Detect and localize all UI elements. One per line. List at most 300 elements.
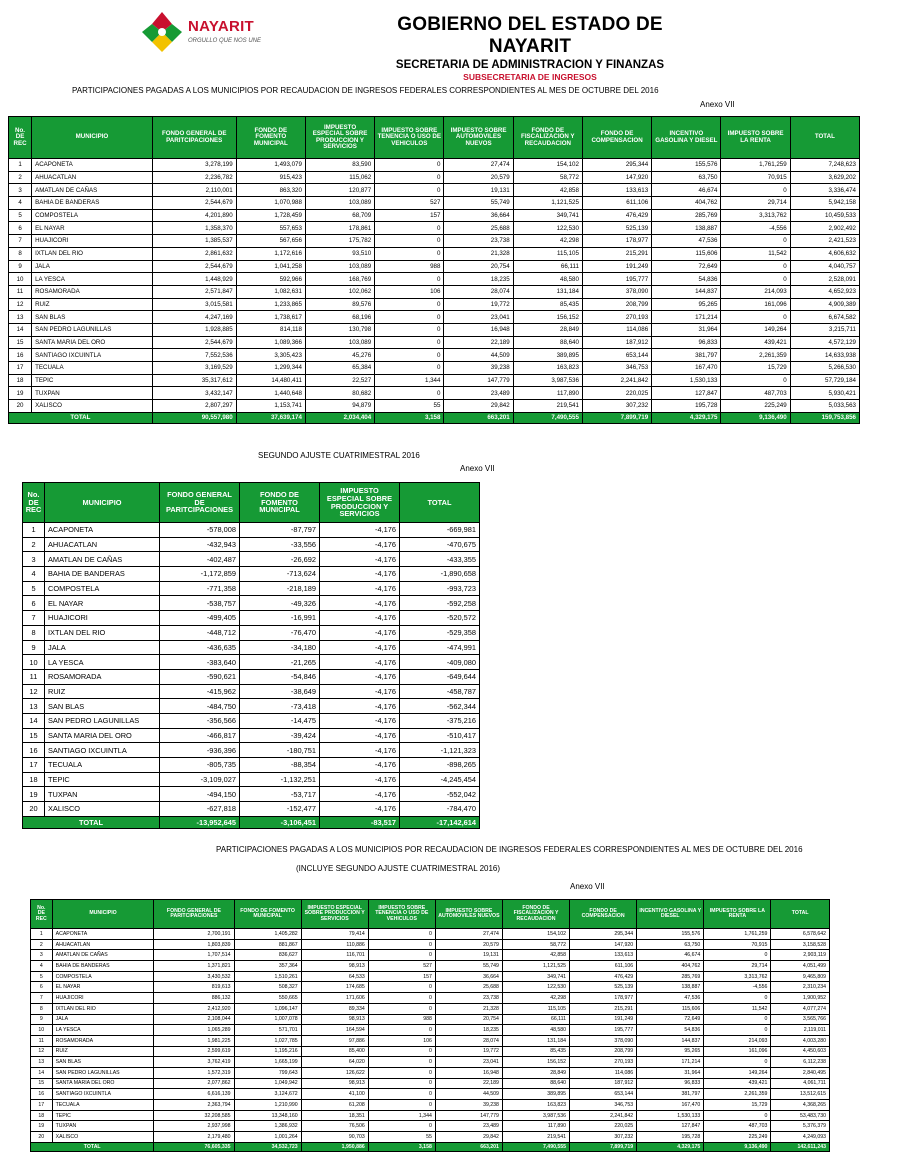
table-row: [9, 260, 860, 273]
value-cell: 6,578,642: [771, 929, 830, 940]
value-cell: 126,622: [301, 1067, 368, 1078]
value-cell: 117,890: [502, 1121, 569, 1132]
value-cell: 106: [375, 285, 444, 298]
municipio-cell: LA YESCA: [32, 273, 153, 286]
value-cell: 487,703: [721, 387, 790, 400]
value-cell: -26,692: [240, 552, 320, 567]
value-cell: -713,624: [240, 567, 320, 582]
value-cell: 270,193: [570, 1057, 637, 1068]
value-cell: 54,836: [637, 1025, 704, 1036]
row-number: 1: [9, 159, 32, 172]
column-header: FONDO DE FISCALIZACION Y RECAUDACION: [502, 900, 569, 929]
value-cell: -510,417: [400, 728, 480, 743]
value-cell: 4,368,265: [771, 1100, 830, 1111]
total-cell: 7,490,555: [502, 1142, 569, 1151]
value-cell: 98,913: [301, 961, 368, 972]
column-header: IMPUESTO SOBRE TENENCIA O USO DE VEHICULOS: [368, 900, 435, 929]
row-number: 4: [23, 567, 45, 582]
column-header: IMPUESTO SOBRE LA RENTA: [704, 900, 771, 929]
value-cell: 20,754: [435, 1014, 502, 1025]
municipio-cell: AHUACATLAN: [52, 939, 154, 950]
value-cell: 25,688: [444, 222, 513, 235]
value-cell: 2,363,794: [154, 1100, 234, 1111]
total-cell: -17,142,614: [400, 816, 480, 828]
municipio-cell: XALISCO: [45, 802, 160, 817]
value-cell: 3,278,199: [152, 159, 236, 172]
total-cell: 4,329,175: [637, 1142, 704, 1151]
value-cell: 0: [375, 336, 444, 349]
value-cell: 567,656: [236, 235, 305, 248]
municipio-cell: SANTIAGO IXCUINTLA: [52, 1089, 154, 1100]
total-cell: 37,639,174: [236, 412, 305, 423]
value-cell: 4,909,389: [790, 298, 859, 311]
value-cell: 195,777: [582, 273, 651, 286]
value-cell: 215,291: [582, 247, 651, 260]
table-row: [9, 159, 860, 172]
row-number: 9: [9, 260, 32, 273]
value-cell: 836,627: [234, 950, 301, 961]
value-cell: 42,298: [513, 235, 582, 248]
column-header: FONDO DE FOMENTO MUNICIPAL: [236, 117, 305, 159]
municipio-cell: JALA: [52, 1014, 154, 1025]
row-number: 11: [9, 285, 32, 298]
table-row: [23, 625, 480, 640]
value-cell: 4,003,280: [771, 1035, 830, 1046]
value-cell: 3,313,762: [721, 209, 790, 222]
column-header: MUNICIPIO: [45, 483, 160, 523]
value-cell: 32,208,585: [154, 1110, 234, 1121]
value-cell: 29,714: [721, 197, 790, 210]
table-header-row: [9, 117, 860, 159]
section2-anexo: Anexo VII: [460, 464, 495, 473]
table-row: [9, 247, 860, 260]
value-cell: 110,886: [301, 939, 368, 950]
value-cell: 2,077,862: [154, 1078, 234, 1089]
value-cell: 66,111: [502, 1014, 569, 1025]
value-cell: 155,576: [637, 929, 704, 940]
value-cell: 4,040,757: [790, 260, 859, 273]
value-cell: 22,189: [435, 1078, 502, 1089]
row-number: 18: [31, 1110, 53, 1121]
value-cell: 3,987,536: [502, 1110, 569, 1121]
logo-slogan: ORGULLO QUE NOS UNE: [188, 38, 262, 44]
table-row: [31, 1025, 830, 1036]
value-cell: 0: [368, 1121, 435, 1132]
row-number: 11: [23, 669, 45, 684]
value-cell: 5,930,421: [790, 387, 859, 400]
value-cell: 381,797: [637, 1089, 704, 1100]
value-cell: 94,879: [305, 400, 374, 413]
row-number: 14: [9, 323, 32, 336]
value-cell: -649,644: [400, 669, 480, 684]
value-cell: 147,920: [570, 939, 637, 950]
table-row: [23, 758, 480, 773]
table-row: [31, 1121, 830, 1132]
total-cell: 7,899,719: [570, 1142, 637, 1151]
municipio-cell: AMATLAN DE CAÑAS: [52, 950, 154, 961]
value-cell: 225,249: [721, 400, 790, 413]
value-cell: 2,544,679: [152, 260, 236, 273]
value-cell: 439,421: [721, 336, 790, 349]
municipio-cell: RUIZ: [45, 684, 160, 699]
value-cell: -4,176: [320, 581, 400, 596]
value-cell: 2,241,842: [570, 1110, 637, 1121]
municipio-cell: XALISCO: [52, 1132, 154, 1143]
nayarit-logo: [140, 10, 290, 56]
value-cell: 76,506: [301, 1121, 368, 1132]
value-cell: 178,977: [570, 993, 637, 1004]
value-cell: 187,912: [582, 336, 651, 349]
column-header: TOTAL: [771, 900, 830, 929]
municipio-cell: COMPOSTELA: [45, 581, 160, 596]
value-cell: 307,232: [582, 400, 651, 413]
value-cell: 156,152: [513, 311, 582, 324]
municipio-cell: SAN PEDRO LAGUNILLAS: [45, 713, 160, 728]
value-cell: 29,714: [704, 961, 771, 972]
value-cell: 15,729: [704, 1100, 771, 1111]
value-cell: 1,049,942: [234, 1078, 301, 1089]
municipio-cell: EL NAYAR: [52, 982, 154, 993]
document-header: [0, 0, 906, 82]
municipio-cell: AMATLAN DE CAÑAS: [32, 184, 153, 197]
municipio-cell: XALISCO: [32, 400, 153, 413]
value-cell: 58,772: [513, 171, 582, 184]
value-cell: -4,176: [320, 523, 400, 538]
table-row: [23, 596, 480, 611]
value-cell: 47,536: [652, 235, 721, 248]
value-cell: 5,033,563: [790, 400, 859, 413]
value-cell: 0: [368, 1046, 435, 1057]
value-cell: 28,849: [513, 323, 582, 336]
value-cell: 863,320: [236, 184, 305, 197]
value-cell: 270,193: [582, 311, 651, 324]
municipio-cell: LA YESCA: [45, 655, 160, 670]
value-cell: 1,082,631: [236, 285, 305, 298]
table-row: [31, 982, 830, 993]
column-header: INCENTIVO GASOLINA Y DIESEL: [637, 900, 704, 929]
table-row: [9, 171, 860, 184]
total-cell: 7,899,719: [582, 412, 651, 423]
value-cell: 1,344: [375, 374, 444, 387]
row-number: 12: [31, 1046, 53, 1057]
section1-anexo: Anexo VII: [700, 100, 735, 109]
value-cell: 1,344: [368, 1110, 435, 1121]
value-cell: 2,902,492: [790, 222, 859, 235]
value-cell: 35,317,612: [152, 374, 236, 387]
value-cell: 2,241,842: [582, 374, 651, 387]
row-number: 5: [9, 209, 32, 222]
column-header: IMPUESTO SOBRE LA RENTA: [721, 117, 790, 159]
value-cell: 29,842: [435, 1132, 502, 1143]
value-cell: 0: [375, 362, 444, 375]
value-cell: 2,179,480: [154, 1132, 234, 1143]
row-number: 12: [9, 298, 32, 311]
row-number: 7: [31, 993, 53, 1004]
total-cell: 159,753,856: [790, 412, 859, 423]
value-cell: 7,248,623: [790, 159, 859, 172]
municipio-cell: HUAJICORI: [52, 993, 154, 1004]
value-cell: -375,216: [400, 713, 480, 728]
row-number: 17: [9, 362, 32, 375]
total-cell: 7,490,555: [513, 412, 582, 423]
row-number: 20: [23, 802, 45, 817]
value-cell: 144,837: [637, 1035, 704, 1046]
nayarit-emblem-icon: [140, 10, 184, 54]
value-cell: -590,621: [160, 669, 240, 684]
value-cell: 21,328: [435, 1003, 502, 1014]
value-cell: -4,176: [320, 787, 400, 802]
column-header: INCENTIVO GASOLINA Y DIESEL: [652, 117, 721, 159]
value-cell: 1,510,261: [234, 971, 301, 982]
value-cell: 0: [375, 349, 444, 362]
value-cell: -499,405: [160, 611, 240, 626]
value-cell: -1,132,251: [240, 772, 320, 787]
value-cell: -402,487: [160, 552, 240, 567]
value-cell: 127,847: [637, 1121, 704, 1132]
value-cell: -993,723: [400, 581, 480, 596]
value-cell: 90,703: [301, 1132, 368, 1143]
value-cell: 208,799: [570, 1046, 637, 1057]
value-cell: 3,432,147: [152, 387, 236, 400]
table-row: [31, 993, 830, 1004]
municipio-cell: TEPIC: [45, 772, 160, 787]
value-cell: 161,096: [721, 298, 790, 311]
row-number: 15: [9, 336, 32, 349]
table-row: [31, 961, 830, 972]
value-cell: -520,572: [400, 611, 480, 626]
value-cell: 881,867: [234, 939, 301, 950]
table-row: [31, 1057, 830, 1068]
value-cell: 88,640: [513, 336, 582, 349]
value-cell: 1,728,459: [236, 209, 305, 222]
table-row: [9, 235, 860, 248]
value-cell: 0: [721, 235, 790, 248]
table-row: [9, 336, 860, 349]
value-cell: 4,247,169: [152, 311, 236, 324]
value-cell: 1,386,932: [234, 1121, 301, 1132]
total-label: TOTAL: [23, 816, 160, 828]
value-cell: 6,674,582: [790, 311, 859, 324]
table-row: [31, 939, 830, 950]
municipio-cell: BAHIA DE BANDERAS: [52, 961, 154, 972]
row-number: 16: [31, 1089, 53, 1100]
value-cell: -87,797: [240, 523, 320, 538]
value-cell: 349,741: [502, 971, 569, 982]
value-cell: 525,139: [570, 982, 637, 993]
row-number: 4: [9, 197, 32, 210]
value-cell: -4,556: [721, 222, 790, 235]
section1-caption: PARTICIPACIONES PAGADAS A LOS MUNICIPIOS POR RECAUDACION DE INGRESOS FEDERALES CORRESPONDIENTES AL MES DE OCTUBRE DEL 2016: [72, 86, 659, 95]
row-number: 1: [31, 929, 53, 940]
municipio-cell: SAN BLAS: [45, 699, 160, 714]
value-cell: 3,305,423: [236, 349, 305, 362]
value-cell: 527: [375, 197, 444, 210]
value-cell: -484,750: [160, 699, 240, 714]
value-cell: 988: [375, 260, 444, 273]
value-cell: 163,823: [502, 1100, 569, 1111]
ajuste-cuatrimestral-table: [22, 482, 480, 829]
row-number: 7: [23, 611, 45, 626]
value-cell: 144,837: [652, 285, 721, 298]
value-cell: 4,077,274: [771, 1003, 830, 1014]
value-cell: -16,991: [240, 611, 320, 626]
value-cell: 592,966: [236, 273, 305, 286]
value-cell: -4,176: [320, 684, 400, 699]
table-row: [23, 655, 480, 670]
value-cell: -4,176: [320, 802, 400, 817]
value-cell: 2,861,632: [152, 247, 236, 260]
table-row: [23, 699, 480, 714]
row-number: 14: [31, 1067, 53, 1078]
value-cell: 0: [375, 387, 444, 400]
value-cell: -49,326: [240, 596, 320, 611]
value-cell: 0: [368, 1100, 435, 1111]
value-cell: 2,937,998: [154, 1121, 234, 1132]
value-cell: -4,176: [320, 758, 400, 773]
table-row: [31, 929, 830, 940]
value-cell: 0: [368, 1025, 435, 1036]
value-cell: 0: [375, 247, 444, 260]
value-cell: 53,483,730: [771, 1110, 830, 1121]
municipio-cell: SAN BLAS: [32, 311, 153, 324]
value-cell: 103,089: [305, 260, 374, 273]
value-cell: 14,480,411: [236, 374, 305, 387]
table-row: [23, 581, 480, 596]
value-cell: 378,090: [570, 1035, 637, 1046]
value-cell: -4,176: [320, 669, 400, 684]
value-cell: 42,858: [502, 950, 569, 961]
value-cell: 15,729: [721, 362, 790, 375]
value-cell: 115,062: [305, 171, 374, 184]
value-cell: -627,818: [160, 802, 240, 817]
table-header-row: [23, 483, 480, 523]
value-cell: 0: [368, 950, 435, 961]
value-cell: -4,556: [704, 982, 771, 993]
table-row: [31, 1132, 830, 1143]
value-cell: -88,354: [240, 758, 320, 773]
value-cell: 149,264: [721, 323, 790, 336]
row-number: 6: [9, 222, 32, 235]
value-cell: -4,176: [320, 713, 400, 728]
value-cell: 0: [368, 939, 435, 950]
value-cell: 157: [368, 971, 435, 982]
value-cell: 18,235: [444, 273, 513, 286]
value-cell: 2,261,359: [704, 1089, 771, 1100]
value-cell: 147,779: [444, 374, 513, 387]
value-cell: 72,649: [637, 1014, 704, 1025]
value-cell: 2,528,091: [790, 273, 859, 286]
value-cell: 2,110,001: [152, 184, 236, 197]
value-cell: 653,144: [570, 1089, 637, 1100]
row-number: 17: [23, 758, 45, 773]
value-cell: -53,717: [240, 787, 320, 802]
participaciones-table: [8, 116, 860, 424]
value-cell: 20,754: [444, 260, 513, 273]
value-cell: 106: [368, 1035, 435, 1046]
value-cell: 21,328: [444, 247, 513, 260]
value-cell: 220,025: [582, 387, 651, 400]
value-cell: -409,080: [400, 655, 480, 670]
table-row: [31, 1110, 830, 1121]
value-cell: 2,108,044: [154, 1014, 234, 1025]
row-number: 6: [31, 982, 53, 993]
section3-anexo: Anexo VII: [570, 882, 605, 891]
value-cell: -592,258: [400, 596, 480, 611]
value-cell: 131,184: [502, 1035, 569, 1046]
value-cell: 36,664: [444, 209, 513, 222]
value-cell: 1,707,514: [154, 950, 234, 961]
row-number: 2: [31, 939, 53, 950]
value-cell: 285,769: [637, 971, 704, 982]
value-cell: 68,709: [305, 209, 374, 222]
value-cell: 23,489: [444, 387, 513, 400]
value-cell: 0: [375, 159, 444, 172]
row-number: 11: [31, 1035, 53, 1046]
municipio-cell: HUAJICORI: [32, 235, 153, 248]
value-cell: 1,121,525: [513, 197, 582, 210]
column-header: MUNICIPIO: [52, 900, 154, 929]
value-cell: 127,847: [652, 387, 721, 400]
value-cell: -4,176: [320, 596, 400, 611]
value-cell: 55,749: [444, 197, 513, 210]
value-cell: 550,665: [234, 993, 301, 1004]
value-cell: -458,787: [400, 684, 480, 699]
value-cell: 5,942,158: [790, 197, 859, 210]
value-cell: 1,089,366: [236, 336, 305, 349]
row-number: 16: [9, 349, 32, 362]
value-cell: 68,196: [305, 311, 374, 324]
value-cell: 2,807,297: [152, 400, 236, 413]
value-cell: 23,489: [435, 1121, 502, 1132]
row-number: 13: [9, 311, 32, 324]
value-cell: 357,364: [234, 961, 301, 972]
total-label: TOTAL: [9, 412, 153, 423]
value-cell: 19,131: [435, 950, 502, 961]
value-cell: 1,761,259: [721, 159, 790, 172]
row-number: 14: [23, 713, 45, 728]
value-cell: 2,571,847: [152, 285, 236, 298]
value-cell: 122,530: [513, 222, 582, 235]
value-cell: -4,176: [320, 772, 400, 787]
value-cell: 138,887: [637, 982, 704, 993]
table-row: [9, 323, 860, 336]
value-cell: 171,606: [301, 993, 368, 1004]
value-cell: 653,144: [582, 349, 651, 362]
value-cell: 156,152: [502, 1057, 569, 1068]
value-cell: 27,474: [435, 929, 502, 940]
municipio-cell: COMPOSTELA: [52, 971, 154, 982]
value-cell: 346,753: [570, 1100, 637, 1111]
value-cell: 61,208: [301, 1100, 368, 1111]
value-cell: 814,118: [236, 323, 305, 336]
table-row: [23, 567, 480, 582]
value-cell: 0: [368, 1089, 435, 1100]
value-cell: 103,089: [305, 197, 374, 210]
value-cell: 295,344: [582, 159, 651, 172]
value-cell: 16,948: [444, 323, 513, 336]
value-cell: 98,913: [301, 1014, 368, 1025]
row-number: 4: [31, 961, 53, 972]
value-cell: 122,530: [502, 982, 569, 993]
value-cell: 0: [375, 323, 444, 336]
value-cell: 28,849: [502, 1067, 569, 1078]
value-cell: 1,065,289: [154, 1025, 234, 1036]
value-cell: 191,249: [570, 1014, 637, 1025]
row-number: 2: [23, 537, 45, 552]
value-cell: -529,358: [400, 625, 480, 640]
table-row: [9, 311, 860, 324]
value-cell: -54,846: [240, 669, 320, 684]
